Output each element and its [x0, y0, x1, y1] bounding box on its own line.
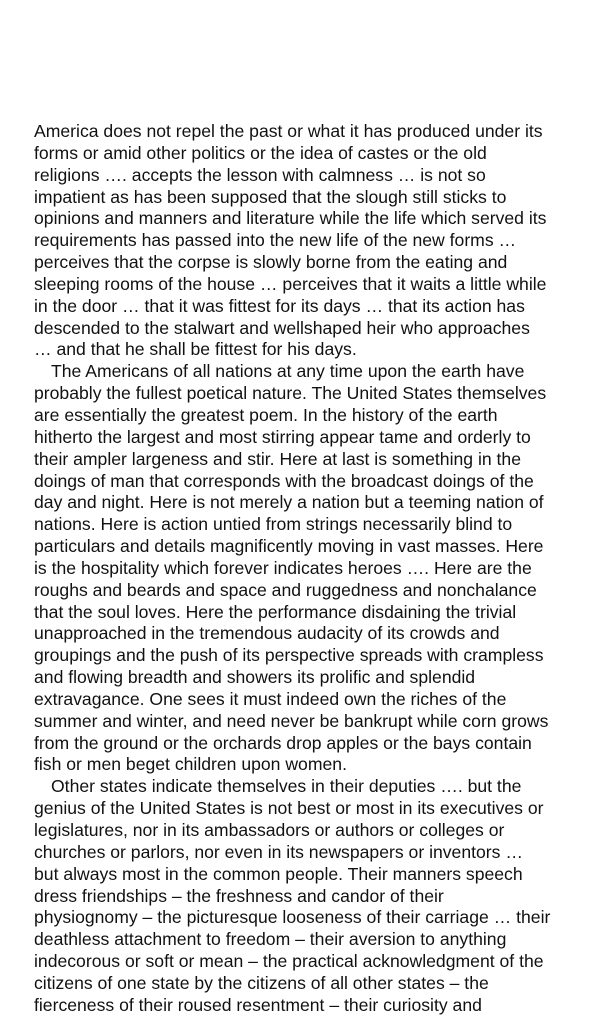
text-line: hitherto the largest and most stirring appear tame and orderly to [34, 426, 531, 447]
text-line: genius of the United States is not best or most in its executives or [34, 798, 544, 819]
text-line: requirements has passed into the new life of the new forms … [34, 230, 517, 251]
text-line: forms or amid other politics or the idea of castes or the old [34, 142, 487, 163]
paragraph-3 [34, 776, 574, 1016]
text-line: and flowing breadth and showers its prolific and splendid [34, 667, 476, 688]
text-line: nations. Here is action untied from strings necessarily blind to [34, 514, 513, 535]
text-line: extravagance. One sees it must indeed own the riches of the [34, 688, 507, 709]
text-line: indecorous or soft or mean – the practical acknowledgment of the [34, 951, 544, 972]
text-line: opinions and manners and literature while the life which served its [34, 208, 547, 229]
text-line: physiognomy – the picturesque looseness of their carriage … their [34, 907, 551, 928]
text-line: summer and winter, and need never be bankrupt while corn grows [34, 710, 549, 731]
text-line: descended to the stalwart and wellshaped heir who approaches [34, 317, 530, 338]
text-line: dress friendships – the freshness and candor of their [34, 885, 444, 906]
text-line: groupings and the push of its perspective spreads with crampless [34, 645, 544, 666]
text-line: probably the fullest poetical nature. The United States themselves [34, 383, 547, 404]
text-line: fierceness of their roused resentment – their curiosity and [34, 994, 482, 1015]
text-line: their ampler largeness and stir. Here at last is something in the [34, 448, 521, 469]
text-line: are essentially the greatest poem. In the history of the earth [34, 404, 498, 425]
document-page [34, 121, 574, 1017]
text-line: perceives that the corpse is slowly borne from the eating and [34, 252, 508, 273]
text-line: that the soul loves. Here the performance disdaining the trivial [34, 601, 517, 622]
text-line: America does not repel the past or what it has produced under its [34, 121, 543, 141]
paragraph-1 [34, 121, 574, 361]
text-line: religions …. accepts the lesson with calmness … is not so [34, 164, 486, 185]
text-line: churches or parlors, nor even in its newspapers or inventors … [34, 841, 523, 862]
text-line: fish or men beget children upon women. [34, 754, 347, 775]
text-line-indented: Other states indicate themselves in their deputies …. but the [51, 776, 522, 797]
text-line: … and that he shall be fittest for his days. [34, 339, 357, 360]
text-line: deathless attachment to freedom – their aversion to anything [34, 929, 507, 950]
text-line: from the ground or the orchards drop apples or the bays contain [34, 732, 532, 753]
text-line: is the hospitality which forever indicates heroes …. Here are the [34, 557, 532, 578]
text-line: impatient as has been supposed that the slough still sticks to [34, 186, 507, 207]
paragraph-2 [34, 361, 574, 776]
text-line: unapproached in the tremendous audacity of its crowds and [34, 623, 500, 644]
text-line: in the door … that it was fittest for its days … that its action has [34, 295, 525, 316]
text-line: doings of man that corresponds with the broadcast doings of the [34, 470, 534, 491]
text-line: particulars and details magnificently moving in vast masses. Here [34, 536, 544, 557]
text-line: but always most in the common people. Their manners speech [34, 863, 523, 884]
text-line: day and night. Here is not merely a nation but a teeming nation of [34, 492, 544, 513]
text-line-indented: The Americans of all nations at any time upon the earth have [51, 361, 525, 382]
text-line: citizens of one state by the citizens of all other states – the [34, 972, 489, 993]
text-line: sleeping rooms of the house … perceives that it waits a little while [34, 273, 547, 294]
text-line: roughs and beards and space and ruggedness and nonchalance [34, 579, 537, 600]
text-line: legislatures, nor in its ambassadors or authors or colleges or [34, 820, 505, 840]
